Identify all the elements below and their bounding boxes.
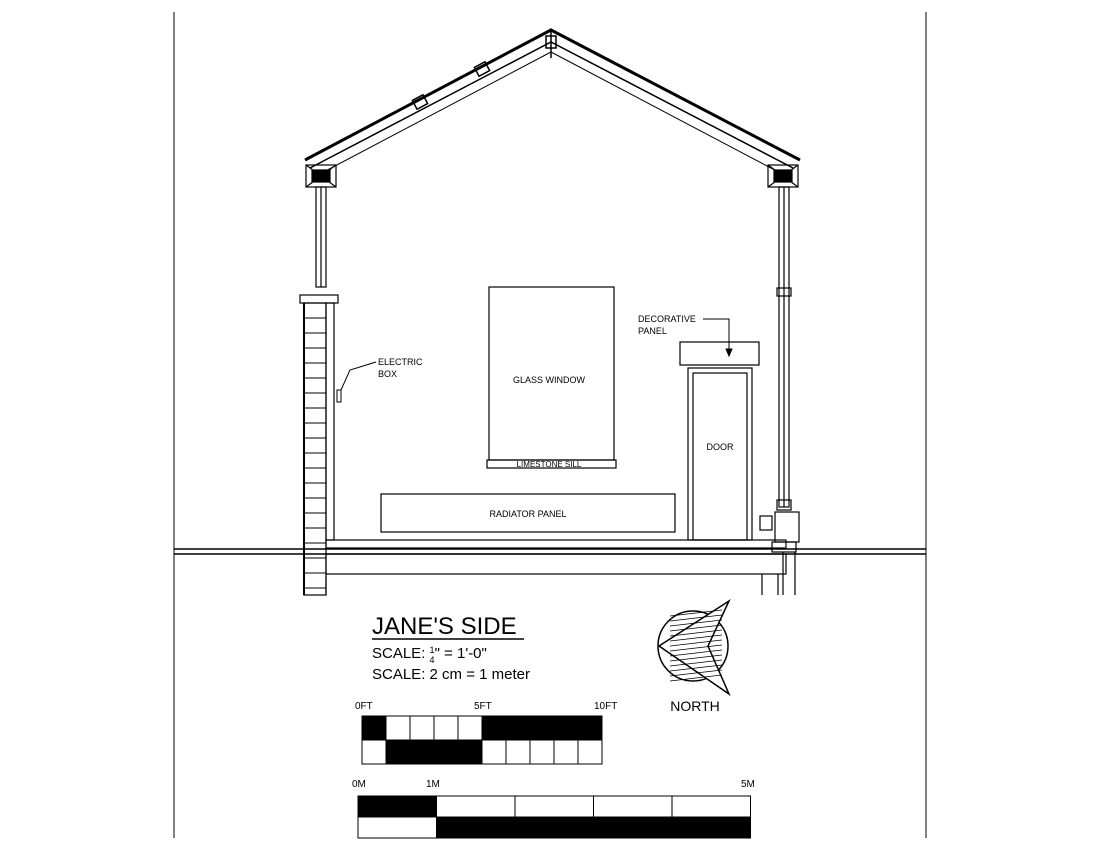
electric-box-label-line1: ELECTRIC xyxy=(378,357,423,367)
limestone-sill-label: LIMESTONE SILL xyxy=(516,460,582,469)
m-bar-cell xyxy=(515,796,594,817)
m-bar-cell xyxy=(672,796,751,817)
decorative-panel-label-line2: PANEL xyxy=(638,326,667,336)
ft-bar-cell xyxy=(410,740,434,764)
drawing-title: JANE'S SIDE xyxy=(372,613,517,640)
ft-bar-cell xyxy=(434,740,458,764)
left-wall-coursing xyxy=(304,318,326,588)
m-tick-5: 5M xyxy=(741,779,755,790)
metric-scale-bar xyxy=(358,796,751,838)
ft-bar-cell xyxy=(362,740,386,764)
ft-bar-cell xyxy=(530,716,554,740)
ft-bar-cell xyxy=(386,716,410,740)
ft-bar-cell xyxy=(410,716,434,740)
ft-bar-cell xyxy=(482,716,506,740)
m-bar-cell xyxy=(358,817,437,838)
m-tick-0: 0M xyxy=(352,779,366,790)
glass-window-label: GLASS WINDOW xyxy=(512,375,586,385)
ft-bar-cell xyxy=(506,740,530,764)
ft-bar-cell xyxy=(578,716,602,740)
ft-bar-cell xyxy=(506,716,530,740)
door xyxy=(688,368,752,540)
ft-bar-cell xyxy=(458,716,482,740)
left-wall-column xyxy=(300,295,338,595)
ft-bar-cell xyxy=(386,740,410,764)
right-eave-bracket xyxy=(768,165,798,510)
ft-bar-cell xyxy=(362,716,386,740)
ft-tick-0: 0FT xyxy=(355,701,373,712)
floor-slab xyxy=(326,540,786,595)
m-bar-cell xyxy=(358,796,437,817)
m-tick-1: 1M xyxy=(426,779,440,790)
north-arrow-icon xyxy=(658,601,729,694)
decorative-panel-label-line1: DECORATIVE xyxy=(638,314,696,324)
left-eave-bracket xyxy=(306,165,336,287)
door-label: DOOR xyxy=(706,442,734,452)
decorative-panel xyxy=(680,342,759,365)
ft-bar-cell xyxy=(554,740,578,764)
scale-metric: SCALE: 2 cm = 1 meter xyxy=(372,666,530,683)
m-bar-cell xyxy=(594,817,673,838)
m-bar-cell xyxy=(515,817,594,838)
electric-box-label-line2: BOX xyxy=(378,369,398,379)
ft-tick-10: 10FT xyxy=(594,701,618,712)
m-bar-cell xyxy=(437,796,516,817)
ft-bar-cell xyxy=(458,740,482,764)
m-bar-cell xyxy=(672,817,751,838)
glass-window xyxy=(489,287,614,460)
ground-line xyxy=(174,549,926,554)
ft-bar-cell xyxy=(482,740,506,764)
m-bar-cell xyxy=(594,796,673,817)
ft-bar-cell xyxy=(434,716,458,740)
electric-box xyxy=(337,362,376,402)
north-label: NORTH xyxy=(670,698,720,714)
feet-scale-bar xyxy=(362,716,602,764)
decorative-panel-leader xyxy=(703,319,732,356)
ft-tick-5: 5FT xyxy=(474,701,492,712)
m-bar-cell xyxy=(437,817,516,838)
ft-bar-cell xyxy=(578,740,602,764)
ft-bar-cell xyxy=(554,716,578,740)
scale-imperial: SCALE: $^1$ 4" = 1'-0" xyxy=(372,645,487,665)
ft-bar-cell xyxy=(530,740,554,764)
radiator-panel-label: RADIATOR PANEL xyxy=(489,509,567,519)
roof xyxy=(305,30,800,176)
